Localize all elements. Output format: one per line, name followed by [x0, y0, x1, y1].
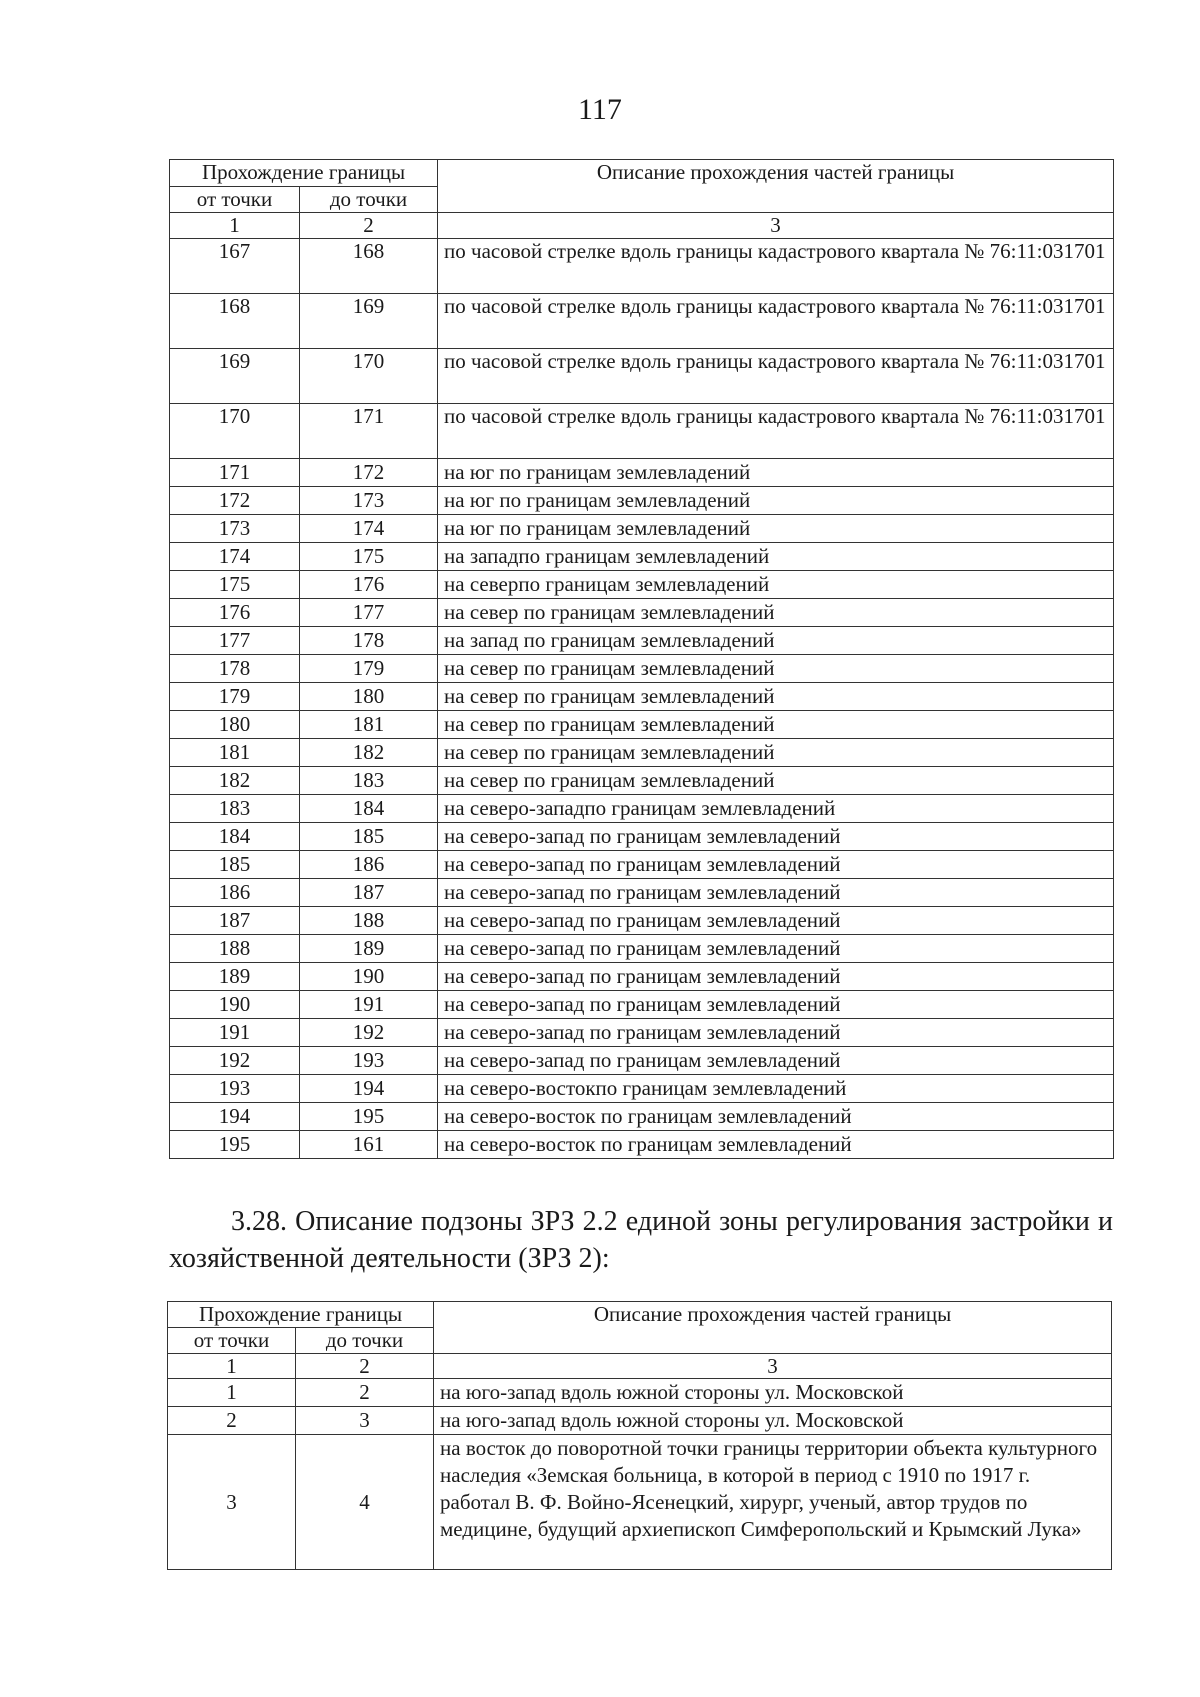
description-cell: на юг по границам землевладений — [438, 459, 1114, 487]
description-cell: на восток до поворотной точки границы территории объекта культурного наследия «Земская больница, в которой в период с 1910 по 1917 г. работал В. Ф. Войно-Ясенецкий, хирург, ученый, автор трудов по медицине, будущий архиепископ Симферопольский и Крымский Лука» — [434, 1435, 1112, 1570]
table-row — [170, 907, 1114, 935]
table-row — [170, 963, 1114, 991]
header-to-point: до точки — [296, 1328, 434, 1354]
description-cell: на юго-запад вдоль южной стороны ул. Московской — [434, 1407, 1112, 1435]
boundary-table-2 — [167, 1301, 1112, 1570]
description-cell: на северо-запад по границам землевладений — [438, 851, 1114, 879]
to-point-cell: 189 — [300, 935, 438, 963]
from-point-cell: 177 — [170, 627, 300, 655]
from-point-cell: 193 — [170, 1075, 300, 1103]
from-point-cell: 183 — [170, 795, 300, 823]
table-row — [170, 879, 1114, 907]
table-row — [170, 683, 1114, 711]
description-cell: на северо-запад по границам землевладений — [438, 1047, 1114, 1075]
table-row — [170, 239, 1114, 294]
to-point-cell: 195 — [300, 1103, 438, 1131]
description-cell: на юго-запад вдоль южной стороны ул. Московской — [434, 1379, 1112, 1407]
column-number: 3 — [438, 213, 1114, 239]
from-point-cell: 192 — [170, 1047, 300, 1075]
column-number-row — [168, 1354, 1112, 1379]
from-point-cell: 185 — [170, 851, 300, 879]
to-point-cell: 168 — [300, 239, 438, 294]
to-point-cell: 173 — [300, 487, 438, 515]
description-cell: на северо-запад по границам землевладений — [438, 963, 1114, 991]
header-to-point: до точки — [300, 187, 438, 213]
table-row — [170, 627, 1114, 655]
column-number: 3 — [434, 1354, 1112, 1379]
table-row — [170, 515, 1114, 543]
table-row — [170, 459, 1114, 487]
page-number: 117 — [578, 93, 622, 126]
table-row — [170, 599, 1114, 627]
from-point-cell: 189 — [170, 963, 300, 991]
to-point-cell: 182 — [300, 739, 438, 767]
table-header-row — [168, 1302, 1112, 1328]
to-point-cell: 190 — [300, 963, 438, 991]
description-cell: на северо-запад по границам землевладений — [438, 879, 1114, 907]
table-row — [170, 294, 1114, 349]
table-row — [170, 349, 1114, 404]
column-number: 2 — [300, 213, 438, 239]
from-point-cell: 178 — [170, 655, 300, 683]
table-row — [168, 1379, 1112, 1407]
to-point-cell: 179 — [300, 655, 438, 683]
to-point-cell: 2 — [296, 1379, 434, 1407]
from-point-cell: 187 — [170, 907, 300, 935]
description-cell: на северо-восток по границам землевладений — [438, 1131, 1114, 1159]
description-cell: на северо-запад по границам землевладений — [438, 907, 1114, 935]
table-row — [170, 1131, 1114, 1159]
from-point-cell: 182 — [170, 767, 300, 795]
to-point-cell: 194 — [300, 1075, 438, 1103]
table-row — [170, 1075, 1114, 1103]
table-row — [170, 991, 1114, 1019]
to-point-cell: 161 — [300, 1131, 438, 1159]
from-point-cell: 168 — [170, 294, 300, 349]
to-point-cell: 191 — [300, 991, 438, 1019]
description-cell: на юг по границам землевладений — [438, 515, 1114, 543]
from-point-cell: 194 — [170, 1103, 300, 1131]
to-point-cell: 3 — [296, 1407, 434, 1435]
description-cell: на западпо границам землевладений — [438, 543, 1114, 571]
header-description: Описание прохождения частей границы — [434, 1302, 1112, 1354]
description-cell: на север по границам землевладений — [438, 711, 1114, 739]
column-number-row — [170, 213, 1114, 239]
from-point-cell: 188 — [170, 935, 300, 963]
table-row — [170, 711, 1114, 739]
header-from-point: от точки — [170, 187, 300, 213]
description-cell: на север по границам землевладений — [438, 599, 1114, 627]
from-point-cell: 2 — [168, 1407, 296, 1435]
from-point-cell: 171 — [170, 459, 300, 487]
to-point-cell: 4 — [296, 1435, 434, 1570]
description-cell: по часовой стрелке вдоль границы кадастрового квартала № 76:11:031701 — [438, 404, 1114, 459]
table-row — [170, 543, 1114, 571]
header-boundary-passage: Прохождение границы — [168, 1302, 434, 1328]
table-header-row — [170, 160, 1114, 187]
table-row — [170, 404, 1114, 459]
from-point-cell: 173 — [170, 515, 300, 543]
from-point-cell: 1 — [168, 1379, 296, 1407]
column-number: 2 — [296, 1354, 434, 1379]
to-point-cell: 177 — [300, 599, 438, 627]
table-row — [170, 851, 1114, 879]
table-row — [170, 935, 1114, 963]
to-point-cell: 188 — [300, 907, 438, 935]
from-point-cell: 170 — [170, 404, 300, 459]
table-row — [170, 823, 1114, 851]
description-cell: на север по границам землевладений — [438, 655, 1114, 683]
section-heading: 3.28. Описание подзоны ЗРЗ 2.2 единой зоны регулирования застройки и хозяйственной деятельности (ЗРЗ 2): — [169, 1206, 1113, 1274]
description-cell: на северо-запад по границам землевладений — [438, 991, 1114, 1019]
description-cell: на северо-запад по границам землевладений — [438, 935, 1114, 963]
to-point-cell: 178 — [300, 627, 438, 655]
description-cell: на северо-запад по границам землевладений — [438, 1019, 1114, 1047]
description-cell: по часовой стрелке вдоль границы кадастрового квартала № 76:11:031701 — [438, 349, 1114, 404]
table-row — [170, 1019, 1114, 1047]
from-point-cell: 169 — [170, 349, 300, 404]
table-row — [168, 1407, 1112, 1435]
header-from-point: от точки — [168, 1328, 296, 1354]
to-point-cell: 193 — [300, 1047, 438, 1075]
from-point-cell: 174 — [170, 543, 300, 571]
to-point-cell: 175 — [300, 543, 438, 571]
description-cell: на запад по границам землевладений — [438, 627, 1114, 655]
description-cell: на север по границам землевладений — [438, 683, 1114, 711]
to-point-cell: 172 — [300, 459, 438, 487]
description-cell: по часовой стрелке вдоль границы кадастрового квартала № 76:11:031701 — [438, 294, 1114, 349]
to-point-cell: 184 — [300, 795, 438, 823]
to-point-cell: 192 — [300, 1019, 438, 1047]
description-cell: по часовой стрелке вдоль границы кадастрового квартала № 76:11:031701 — [438, 239, 1114, 294]
description-cell: на северпо границам землевладений — [438, 571, 1114, 599]
table-row — [170, 1047, 1114, 1075]
description-cell: на север по границам землевладений — [438, 767, 1114, 795]
from-point-cell: 172 — [170, 487, 300, 515]
description-cell: на юг по границам землевладений — [438, 487, 1114, 515]
to-point-cell: 176 — [300, 571, 438, 599]
description-cell: на северо-востокпо границам землевладений — [438, 1075, 1114, 1103]
description-cell: на северо-запад по границам землевладений — [438, 823, 1114, 851]
header-boundary-passage: Прохождение границы — [170, 160, 438, 187]
table-row — [170, 1103, 1114, 1131]
table-row — [170, 487, 1114, 515]
to-point-cell: 174 — [300, 515, 438, 543]
to-point-cell: 183 — [300, 767, 438, 795]
table-row — [170, 795, 1114, 823]
from-point-cell: 176 — [170, 599, 300, 627]
table-row — [170, 655, 1114, 683]
from-point-cell: 181 — [170, 739, 300, 767]
column-number: 1 — [168, 1354, 296, 1379]
to-point-cell: 169 — [300, 294, 438, 349]
table-row — [170, 767, 1114, 795]
from-point-cell: 190 — [170, 991, 300, 1019]
column-number: 1 — [170, 213, 300, 239]
table-row — [168, 1435, 1112, 1570]
from-point-cell: 180 — [170, 711, 300, 739]
header-description: Описание прохождения частей границы — [438, 160, 1114, 213]
description-cell: на северо-восток по границам землевладений — [438, 1103, 1114, 1131]
from-point-cell: 3 — [168, 1435, 296, 1570]
to-point-cell: 187 — [300, 879, 438, 907]
from-point-cell: 195 — [170, 1131, 300, 1159]
table-row — [170, 739, 1114, 767]
from-point-cell: 184 — [170, 823, 300, 851]
description-cell: на северо-западпо границам землевладений — [438, 795, 1114, 823]
from-point-cell: 179 — [170, 683, 300, 711]
from-point-cell: 175 — [170, 571, 300, 599]
to-point-cell: 171 — [300, 404, 438, 459]
to-point-cell: 181 — [300, 711, 438, 739]
from-point-cell: 167 — [170, 239, 300, 294]
to-point-cell: 185 — [300, 823, 438, 851]
to-point-cell: 186 — [300, 851, 438, 879]
from-point-cell: 186 — [170, 879, 300, 907]
to-point-cell: 180 — [300, 683, 438, 711]
from-point-cell: 191 — [170, 1019, 300, 1047]
table-row — [170, 571, 1114, 599]
boundary-table-1 — [169, 159, 1114, 1159]
to-point-cell: 170 — [300, 349, 438, 404]
description-cell: на север по границам землевладений — [438, 739, 1114, 767]
